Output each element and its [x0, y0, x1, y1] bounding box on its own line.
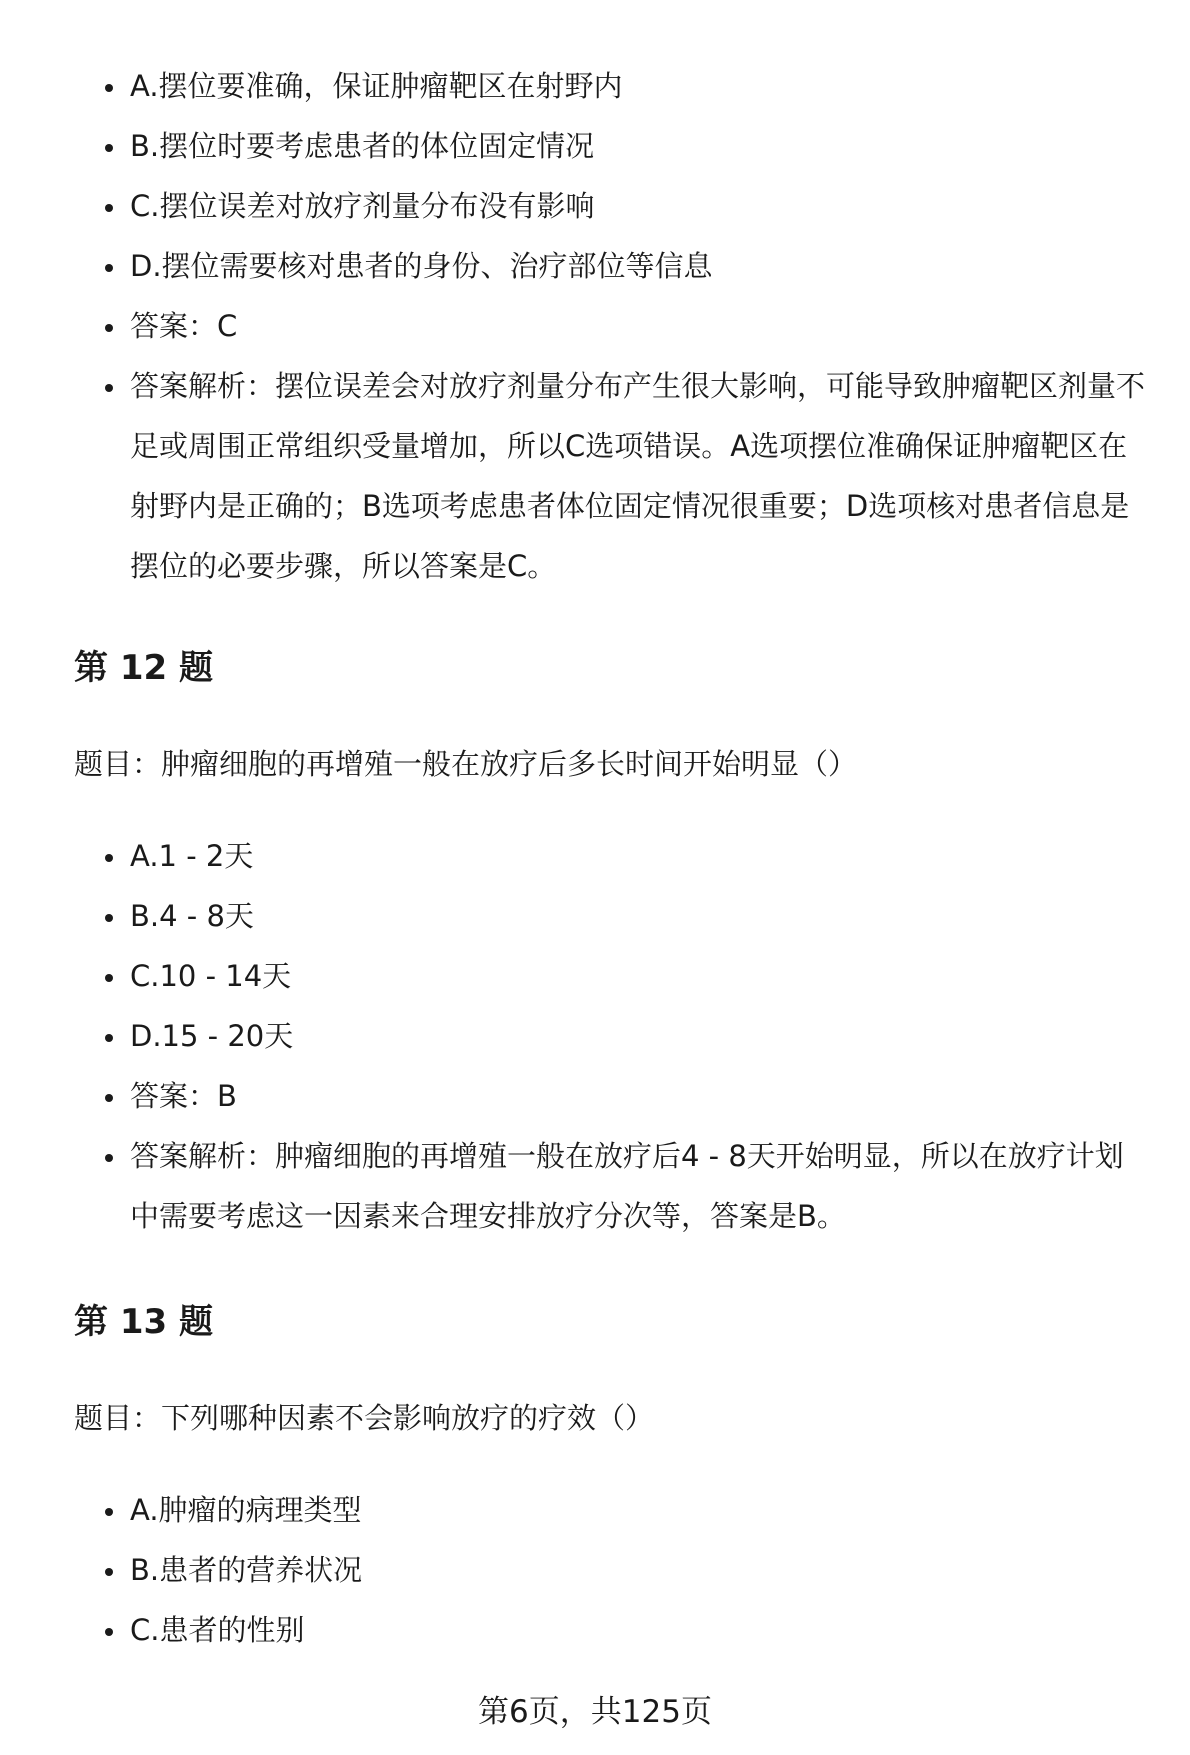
list-item: [0, 1066, 1190, 1126]
bullet-icon: [103, 56, 117, 116]
bullet-icon: [103, 296, 117, 356]
q12-stem: 题目：肿瘤细胞的再增殖一般在放疗后多长时间开始明显（）: [74, 747, 858, 781]
q11-option-list: [0, 56, 1190, 596]
q12-option-c: C.10 - 14天: [130, 959, 292, 993]
q13-option-b: B.患者的营养状况: [130, 1553, 363, 1587]
q12-option-b: B.4 - 8天: [130, 899, 254, 933]
q12-analysis: 答案解析：肿瘤细胞的再增殖一般在放疗后4 - 8天开始明显，所以在放疗计划中需要考虑这一因素来合理安排放疗分次等，答案是B。: [130, 1139, 1124, 1233]
bullet-icon: [103, 946, 117, 1006]
q12-option-list: [0, 826, 1190, 1246]
list-item: [0, 1600, 1190, 1660]
bullet-icon: [103, 116, 117, 176]
bullet-icon: [103, 1540, 117, 1600]
q12-answer: 答案：B: [130, 1079, 237, 1113]
bullet-icon: [103, 1480, 117, 1540]
list-item: [0, 1480, 1190, 1540]
list-item: [0, 236, 1190, 296]
q13-title: 第 13 题: [74, 1302, 213, 1342]
list-item: [0, 116, 1190, 176]
bullet-icon: [103, 826, 117, 886]
bullet-icon: [103, 886, 117, 946]
q13-option-a: A.肿瘤的病理类型: [130, 1493, 362, 1527]
list-item: [0, 1540, 1190, 1600]
list-item: [0, 826, 1190, 886]
bullet-icon: [103, 356, 117, 416]
bullet-icon: [103, 1066, 117, 1126]
q13-stem: 题目：下列哪种因素不会影响放疗的疗效（）: [74, 1401, 655, 1435]
list-item: [0, 946, 1190, 1006]
list-item: [0, 56, 1190, 116]
q12-title: 第 12 题: [74, 648, 213, 688]
q11-option-a: A.摆位要准确，保证肿瘤靶区在射野内: [130, 69, 623, 103]
list-item: [0, 886, 1190, 946]
q12-option-a: A.1 - 2天: [130, 839, 254, 873]
list-item: [0, 1126, 1190, 1246]
bullet-icon: [103, 1006, 117, 1066]
list-item: [0, 1006, 1190, 1066]
list-item: [0, 176, 1190, 236]
list-item: [0, 296, 1190, 356]
q13-option-list: [0, 1480, 1190, 1660]
q11-option-c: C.摆位误差对放疗剂量分布没有影响: [130, 189, 595, 223]
q12-option-d: D.15 - 20天: [130, 1019, 294, 1053]
page-number-footer: 第6页，共125页: [478, 1694, 712, 1730]
q11-answer: 答案：C: [130, 309, 238, 343]
q11-analysis: 答案解析：摆位误差会对放疗剂量分布产生很大影响，可能导致肿瘤靶区剂量不足或周围正常组织受量增加，所以C选项错误。A选项摆位准确保证肿瘤靶区在射野内是正确的；B选项考虑患者体位固定情况很重要；D选项核对患者信息是摆位的必要步骤，所以答案是C。: [130, 369, 1146, 583]
q11-option-b: B.摆位时要考虑患者的体位固定情况: [130, 129, 595, 163]
bullet-icon: [103, 236, 117, 296]
list-item: [0, 356, 1190, 596]
bullet-icon: [103, 1126, 117, 1186]
bullet-icon: [103, 1600, 117, 1660]
q13-option-c: C.患者的性别: [130, 1613, 305, 1647]
bullet-icon: [103, 176, 117, 236]
q11-option-d: D.摆位需要核对患者的身份、治疗部位等信息: [130, 249, 713, 283]
